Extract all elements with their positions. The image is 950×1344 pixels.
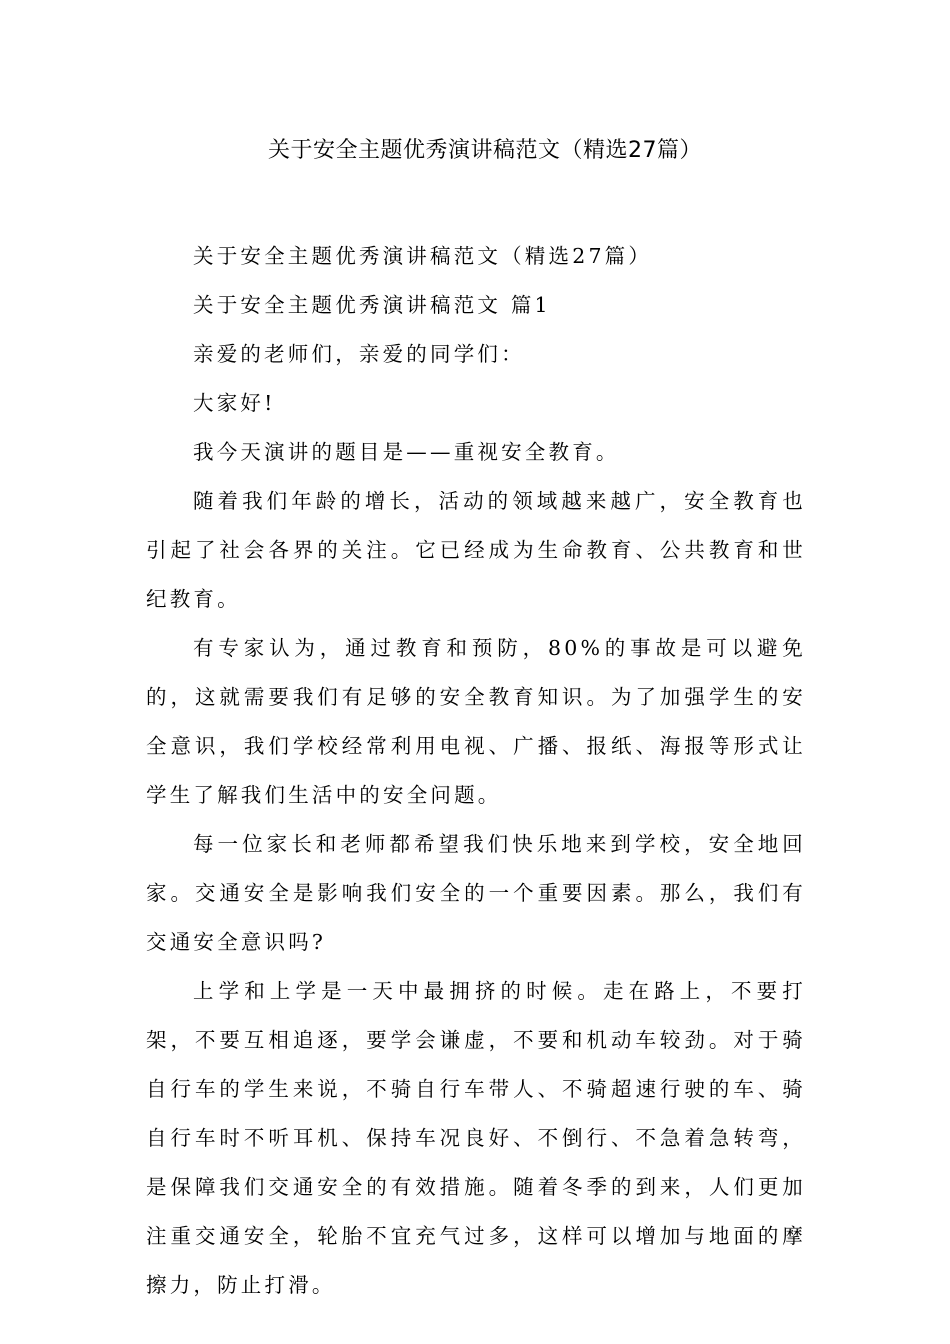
document-body <box>146 232 806 1310</box>
paragraph-body: 有专家认为，通过教育和预防，80%的事故是可以避免的，这就需要我们有足够的安全教育知识。为了加强学生的安全意识，我们学校经常利用电视、广播、报纸、海报等形式让学生了解我们生活中的安全问题。 <box>146 636 806 807</box>
paragraph-greeting: 大家好! <box>193 391 276 415</box>
paragraph-salutation: 亲爱的老师们，亲爱的同学们： <box>193 342 525 366</box>
paragraph-body: 上学和上学是一天中最拥挤的时候。走在路上，不要打架，不要互相追逐，要学会谦虚，不要和机动车较劲。对于骑自行车的学生来说，不骑自行车带人、不骑超速行驶的车、骑自行车时不听耳机、保持车况良好、不倒行、不急着急转弯，是保障我们交通安全的有效措施。随着冬季的到来，人们更加注重交通安全，轮胎不宜充气过多，这样可以增加与地面的摩擦力，防止打滑。 <box>146 979 806 1297</box>
document-title: 关于安全主题优秀演讲稿范文（精选27篇） <box>268 138 702 163</box>
paragraph-body: 随着我们年龄的增长，活动的领域越来越广，安全教育也引起了社会各界的关注。它已经成为生命教育、公共教育和世纪教育。 <box>146 489 806 611</box>
paragraph-subtitle: 关于安全主题优秀演讲稿范文（精选27篇） <box>193 244 653 268</box>
paragraph-section-heading: 关于安全主题优秀演讲稿范文 篇1 <box>193 293 551 317</box>
paragraph-body: 每一位家长和老师都希望我们快乐地来到学校，安全地回家。交通安全是影响我们安全的一个重要因素。那么，我们有交通安全意识吗? <box>146 832 806 954</box>
paragraph-topic: 我今天演讲的题目是——重视安全教育。 <box>193 440 620 464</box>
